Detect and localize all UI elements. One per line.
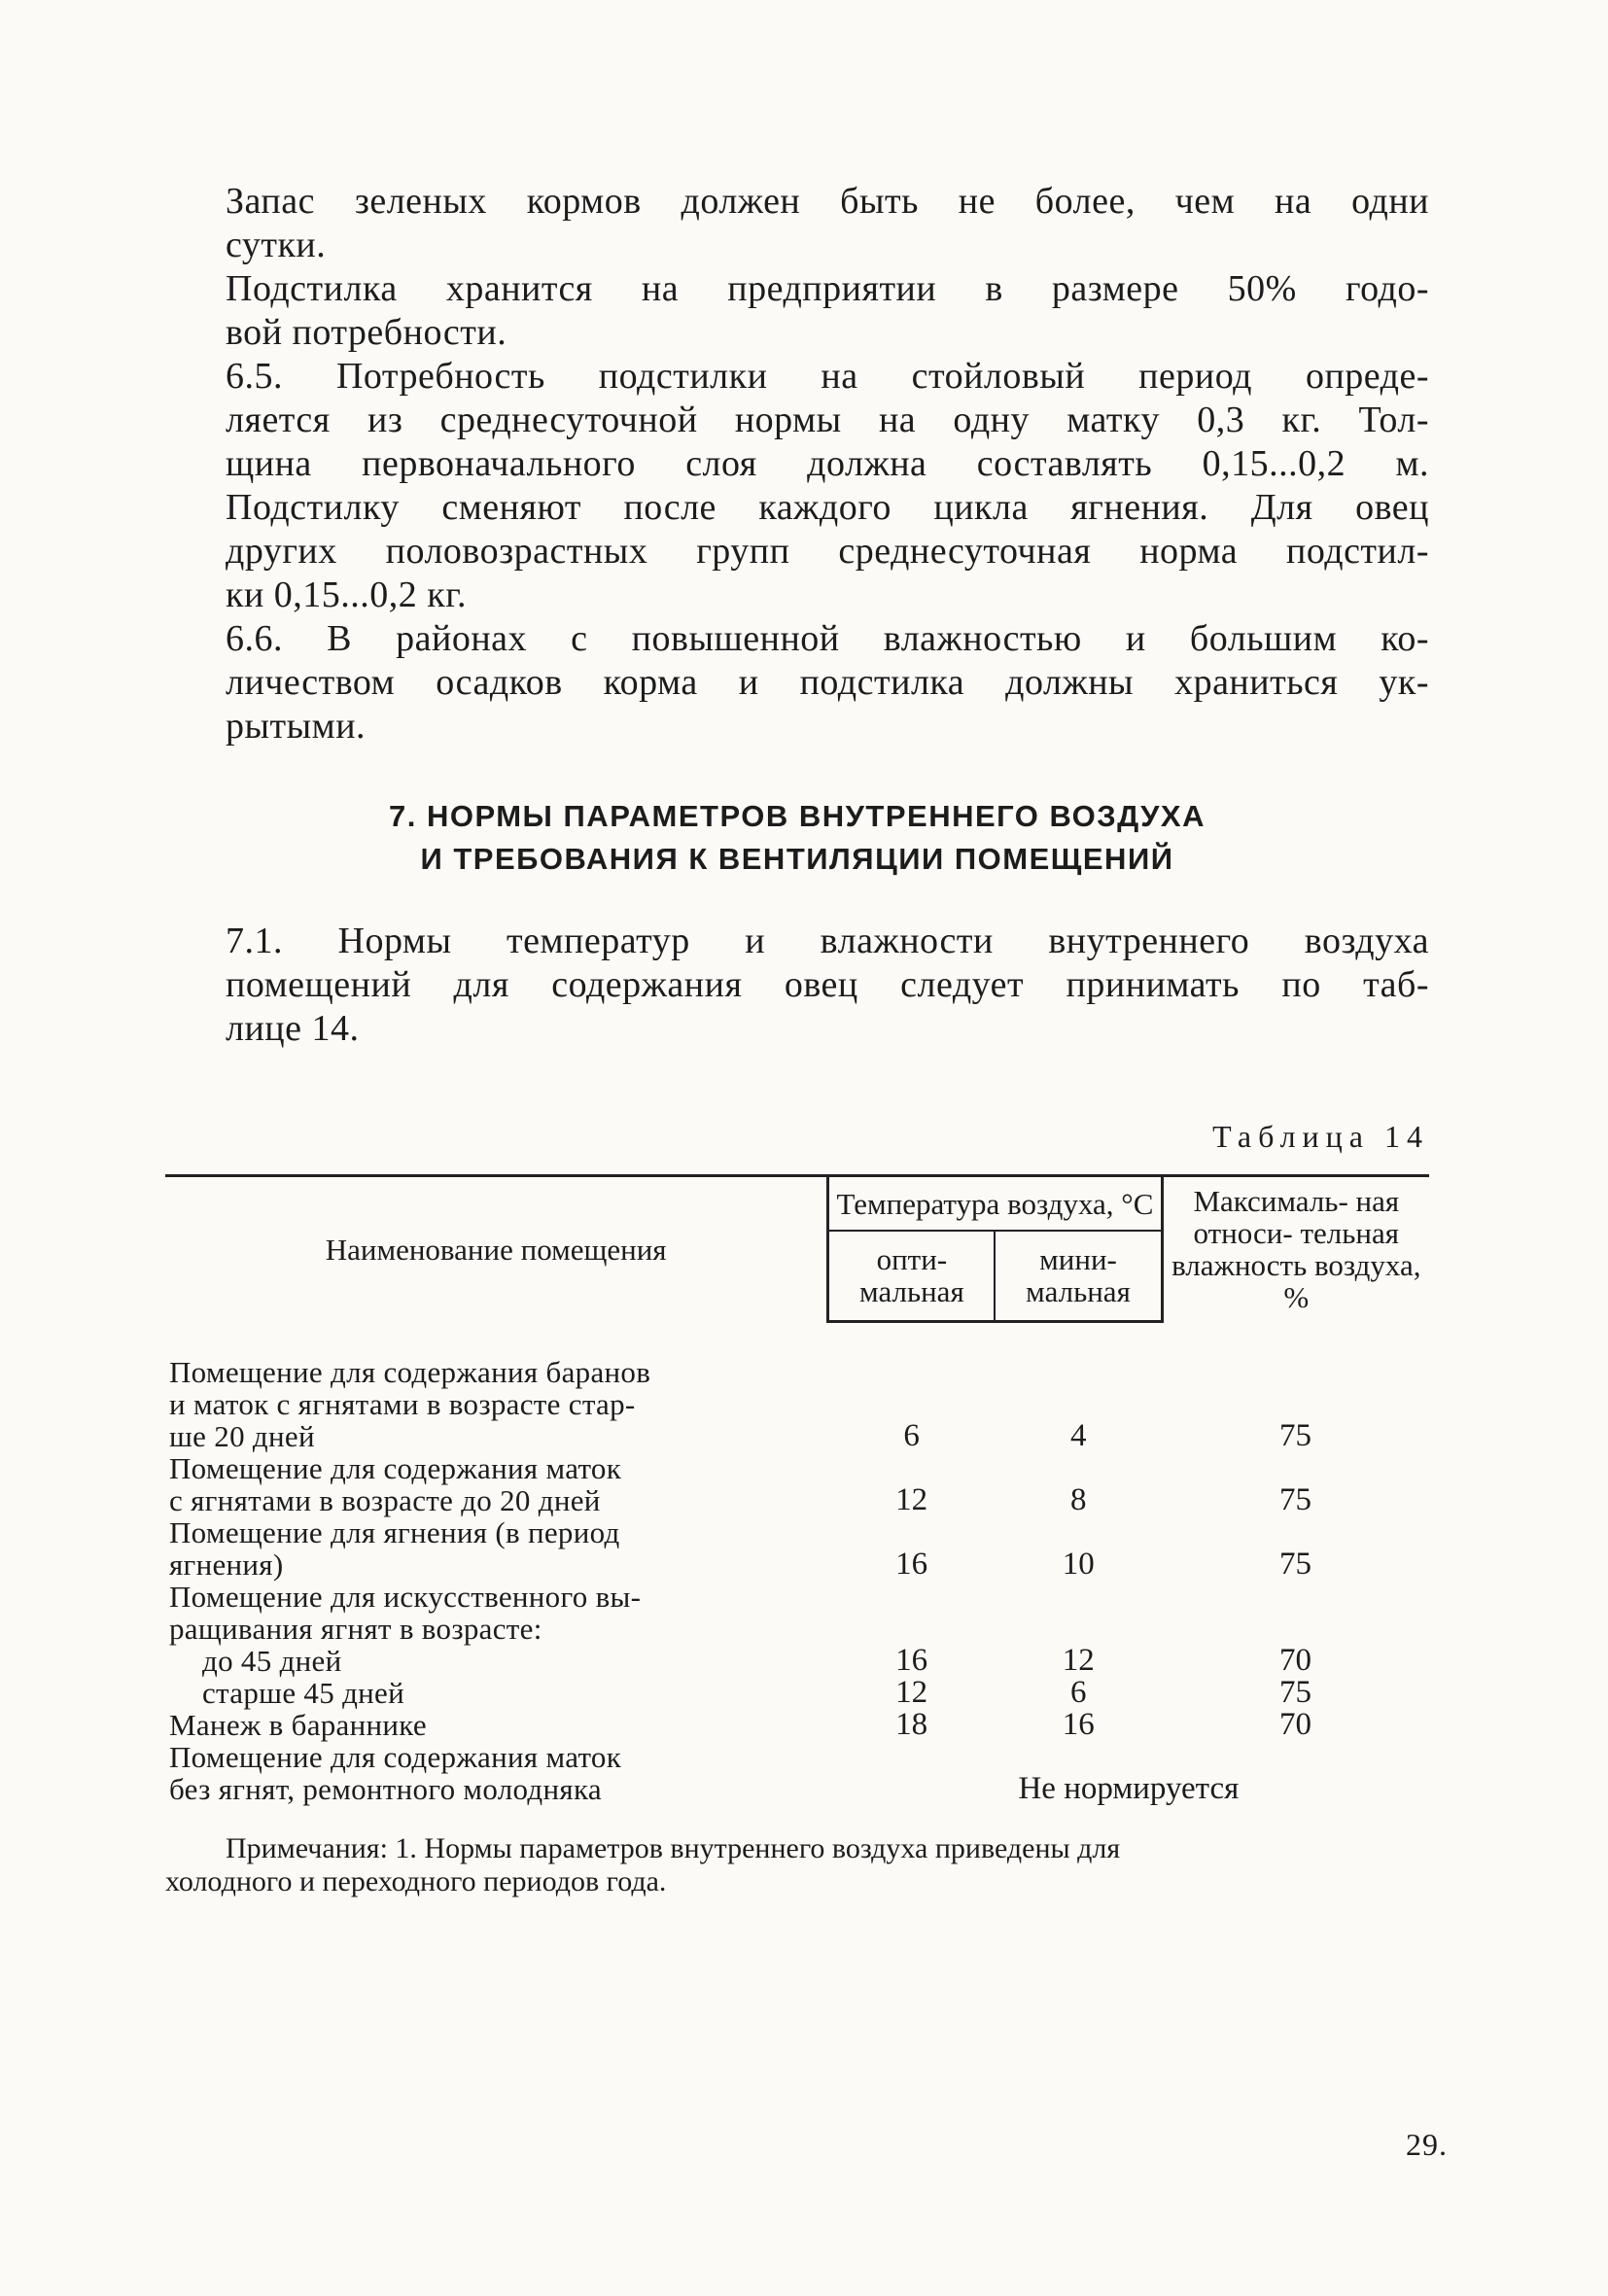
- optimal-temperature-cell: 12: [895, 1675, 928, 1710]
- table-row: [165, 1645, 1429, 1677]
- minimal-temperature-cell: [995, 1581, 1162, 1645]
- table-note: [165, 1832, 1429, 1898]
- room-name-line: и маток с ягнятами в возрасте стар-: [169, 1387, 636, 1421]
- paragraph-line: ляется из среднесуточной нормы на одну матку 0,3 кг. Тол-: [226, 400, 1429, 440]
- table-row: [165, 1741, 1429, 1805]
- humidity-cell: [1162, 1581, 1429, 1645]
- room-name-cell: [165, 1741, 828, 1805]
- body-text: [165, 180, 1429, 748]
- paragraph: [165, 180, 1429, 267]
- section-heading: [165, 795, 1429, 881]
- room-name-line: Помещение для ягнения (в период: [169, 1515, 620, 1549]
- note-line: Примечания: 1. Нормы параметров внутреннего воздуха приведены для: [226, 1832, 1121, 1864]
- humidity-cell: 70: [1279, 1707, 1312, 1742]
- paragraph-line: щина первоначального слоя должна составлять 0,15...0,2 м.: [226, 443, 1429, 484]
- table-caption: Таблица 14: [1212, 1119, 1429, 1154]
- humidity-cell: 75: [1279, 1675, 1312, 1710]
- room-name-cell: [165, 1645, 828, 1677]
- room-name-line: старше 45 дней: [202, 1676, 404, 1710]
- room-name-line: Помещение для содержания маток: [169, 1451, 622, 1485]
- page-number: 29.: [1406, 2127, 1448, 2162]
- paragraph-line: вой потребности.: [226, 312, 507, 353]
- table-body: [165, 1321, 1429, 1805]
- section-paragraph: [165, 920, 1429, 1051]
- column-header-humidity: Максималь- ная относи- тельная влажность воздуха, %: [1162, 1176, 1429, 1322]
- room-name-cell: [165, 1321, 828, 1452]
- norms-table: [165, 1174, 1429, 1805]
- paragraph-line: 7.1. Нормы температур и влажности внутреннего воздуха: [226, 921, 1429, 961]
- optimal-temperature-cell: 16: [895, 1547, 928, 1582]
- table-row: [165, 1581, 1429, 1645]
- table-row: [165, 1516, 1429, 1581]
- table-row: [165, 1321, 1429, 1452]
- minimal-temperature-cell: 16: [1062, 1707, 1095, 1742]
- paragraph-line: лице 14.: [226, 1008, 360, 1049]
- paragraph-line: Подстилка хранится на предприятии в размере 50% годо-: [226, 268, 1429, 309]
- room-name-line: ращивания ягнят в возрасте:: [169, 1612, 542, 1646]
- minimal-temperature-cell: 12: [1062, 1643, 1095, 1678]
- room-name-cell: [165, 1581, 828, 1645]
- minimal-temperature-cell: 4: [1070, 1418, 1087, 1453]
- column-header-optimal: опти- мальная: [828, 1231, 996, 1321]
- not-normalized-cell: Не нормируется: [1018, 1771, 1240, 1806]
- section-heading-line-1: 7. НОРМЫ ПАРАМЕТРОВ ВНУТРЕННЕГО ВОЗДУХА: [389, 799, 1206, 833]
- room-name-cell: [165, 1677, 828, 1709]
- room-name-line: Помещение для содержания баранов: [169, 1355, 651, 1389]
- room-name-line: Помещение для искусственного вы-: [169, 1580, 642, 1614]
- paragraph-line: помещений для содержания овец следует принимать по таб-: [226, 964, 1429, 1005]
- page: [165, 180, 1429, 1898]
- room-name-cell: [165, 1452, 828, 1516]
- room-name-cell: [165, 1709, 828, 1741]
- paragraph-line: Запас зеленых кормов должен быть не более, чем на одни: [226, 181, 1429, 222]
- humidity-cell: 75: [1279, 1418, 1312, 1453]
- room-name-cell: [165, 1516, 828, 1581]
- room-name-line: с ягнятами в возрасте до 20 дней: [169, 1483, 601, 1517]
- room-name-line: ше 20 дней: [169, 1419, 315, 1453]
- humidity-cell: 75: [1279, 1482, 1312, 1517]
- column-header-temperature: Температура воздуха, °С: [828, 1176, 1162, 1232]
- paragraph-line: 6.5. Потребность подстилки на стойловый период опреде-: [226, 356, 1429, 397]
- optimal-temperature-cell: 16: [895, 1643, 928, 1678]
- paragraph-line: других половозрастных групп среднесуточная норма подстил-: [226, 531, 1429, 572]
- table-row: [165, 1677, 1429, 1709]
- optimal-temperature-cell: [828, 1581, 996, 1645]
- note-line: холодного и переходного периодов года.: [165, 1865, 667, 1897]
- humidity-cell: 75: [1279, 1547, 1312, 1582]
- minimal-temperature-cell: 6: [1070, 1675, 1087, 1710]
- room-name-line: Манеж в бараннике: [169, 1708, 427, 1742]
- paragraph-line: рытыми.: [226, 706, 367, 747]
- room-name-line: без ягнят, ремонтного молодняка: [169, 1772, 602, 1806]
- table-row: [165, 1452, 1429, 1516]
- column-header-room: Наименование помещения: [165, 1176, 828, 1322]
- table-row: [165, 1709, 1429, 1741]
- paragraph-line: ки 0,15...0,2 кг.: [226, 574, 468, 615]
- paragraph-line: 6.6. В районах с повышенной влажностью и большим ко-: [226, 618, 1429, 659]
- room-name-line: ягнения): [169, 1548, 284, 1582]
- paragraph-line: сутки.: [226, 225, 327, 265]
- paragraph-line: Подстилку сменяют после каждого цикла ягнения. Для овец: [226, 487, 1429, 528]
- paragraph: [165, 355, 1429, 617]
- minimal-temperature-cell: 8: [1070, 1482, 1087, 1517]
- optimal-temperature-cell: 6: [903, 1418, 920, 1453]
- section-heading-line-2: И ТРЕБОВАНИЯ К ВЕНТИЛЯЦИИ ПОМЕЩЕНИЙ: [420, 842, 1174, 876]
- column-header-minimal: мини- мальная: [995, 1231, 1162, 1321]
- paragraph: [165, 617, 1429, 748]
- room-name-line: Помещение для содержания маток: [169, 1740, 622, 1774]
- paragraph-line: личеством осадков корма и подстилка должны храниться ук-: [226, 662, 1429, 703]
- optimal-temperature-cell: 12: [895, 1482, 928, 1517]
- humidity-cell: 70: [1279, 1643, 1312, 1678]
- optimal-temperature-cell: 18: [895, 1707, 928, 1742]
- room-name-line: до 45 дней: [202, 1644, 342, 1678]
- minimal-temperature-cell: 10: [1062, 1547, 1095, 1582]
- paragraph: [165, 267, 1429, 355]
